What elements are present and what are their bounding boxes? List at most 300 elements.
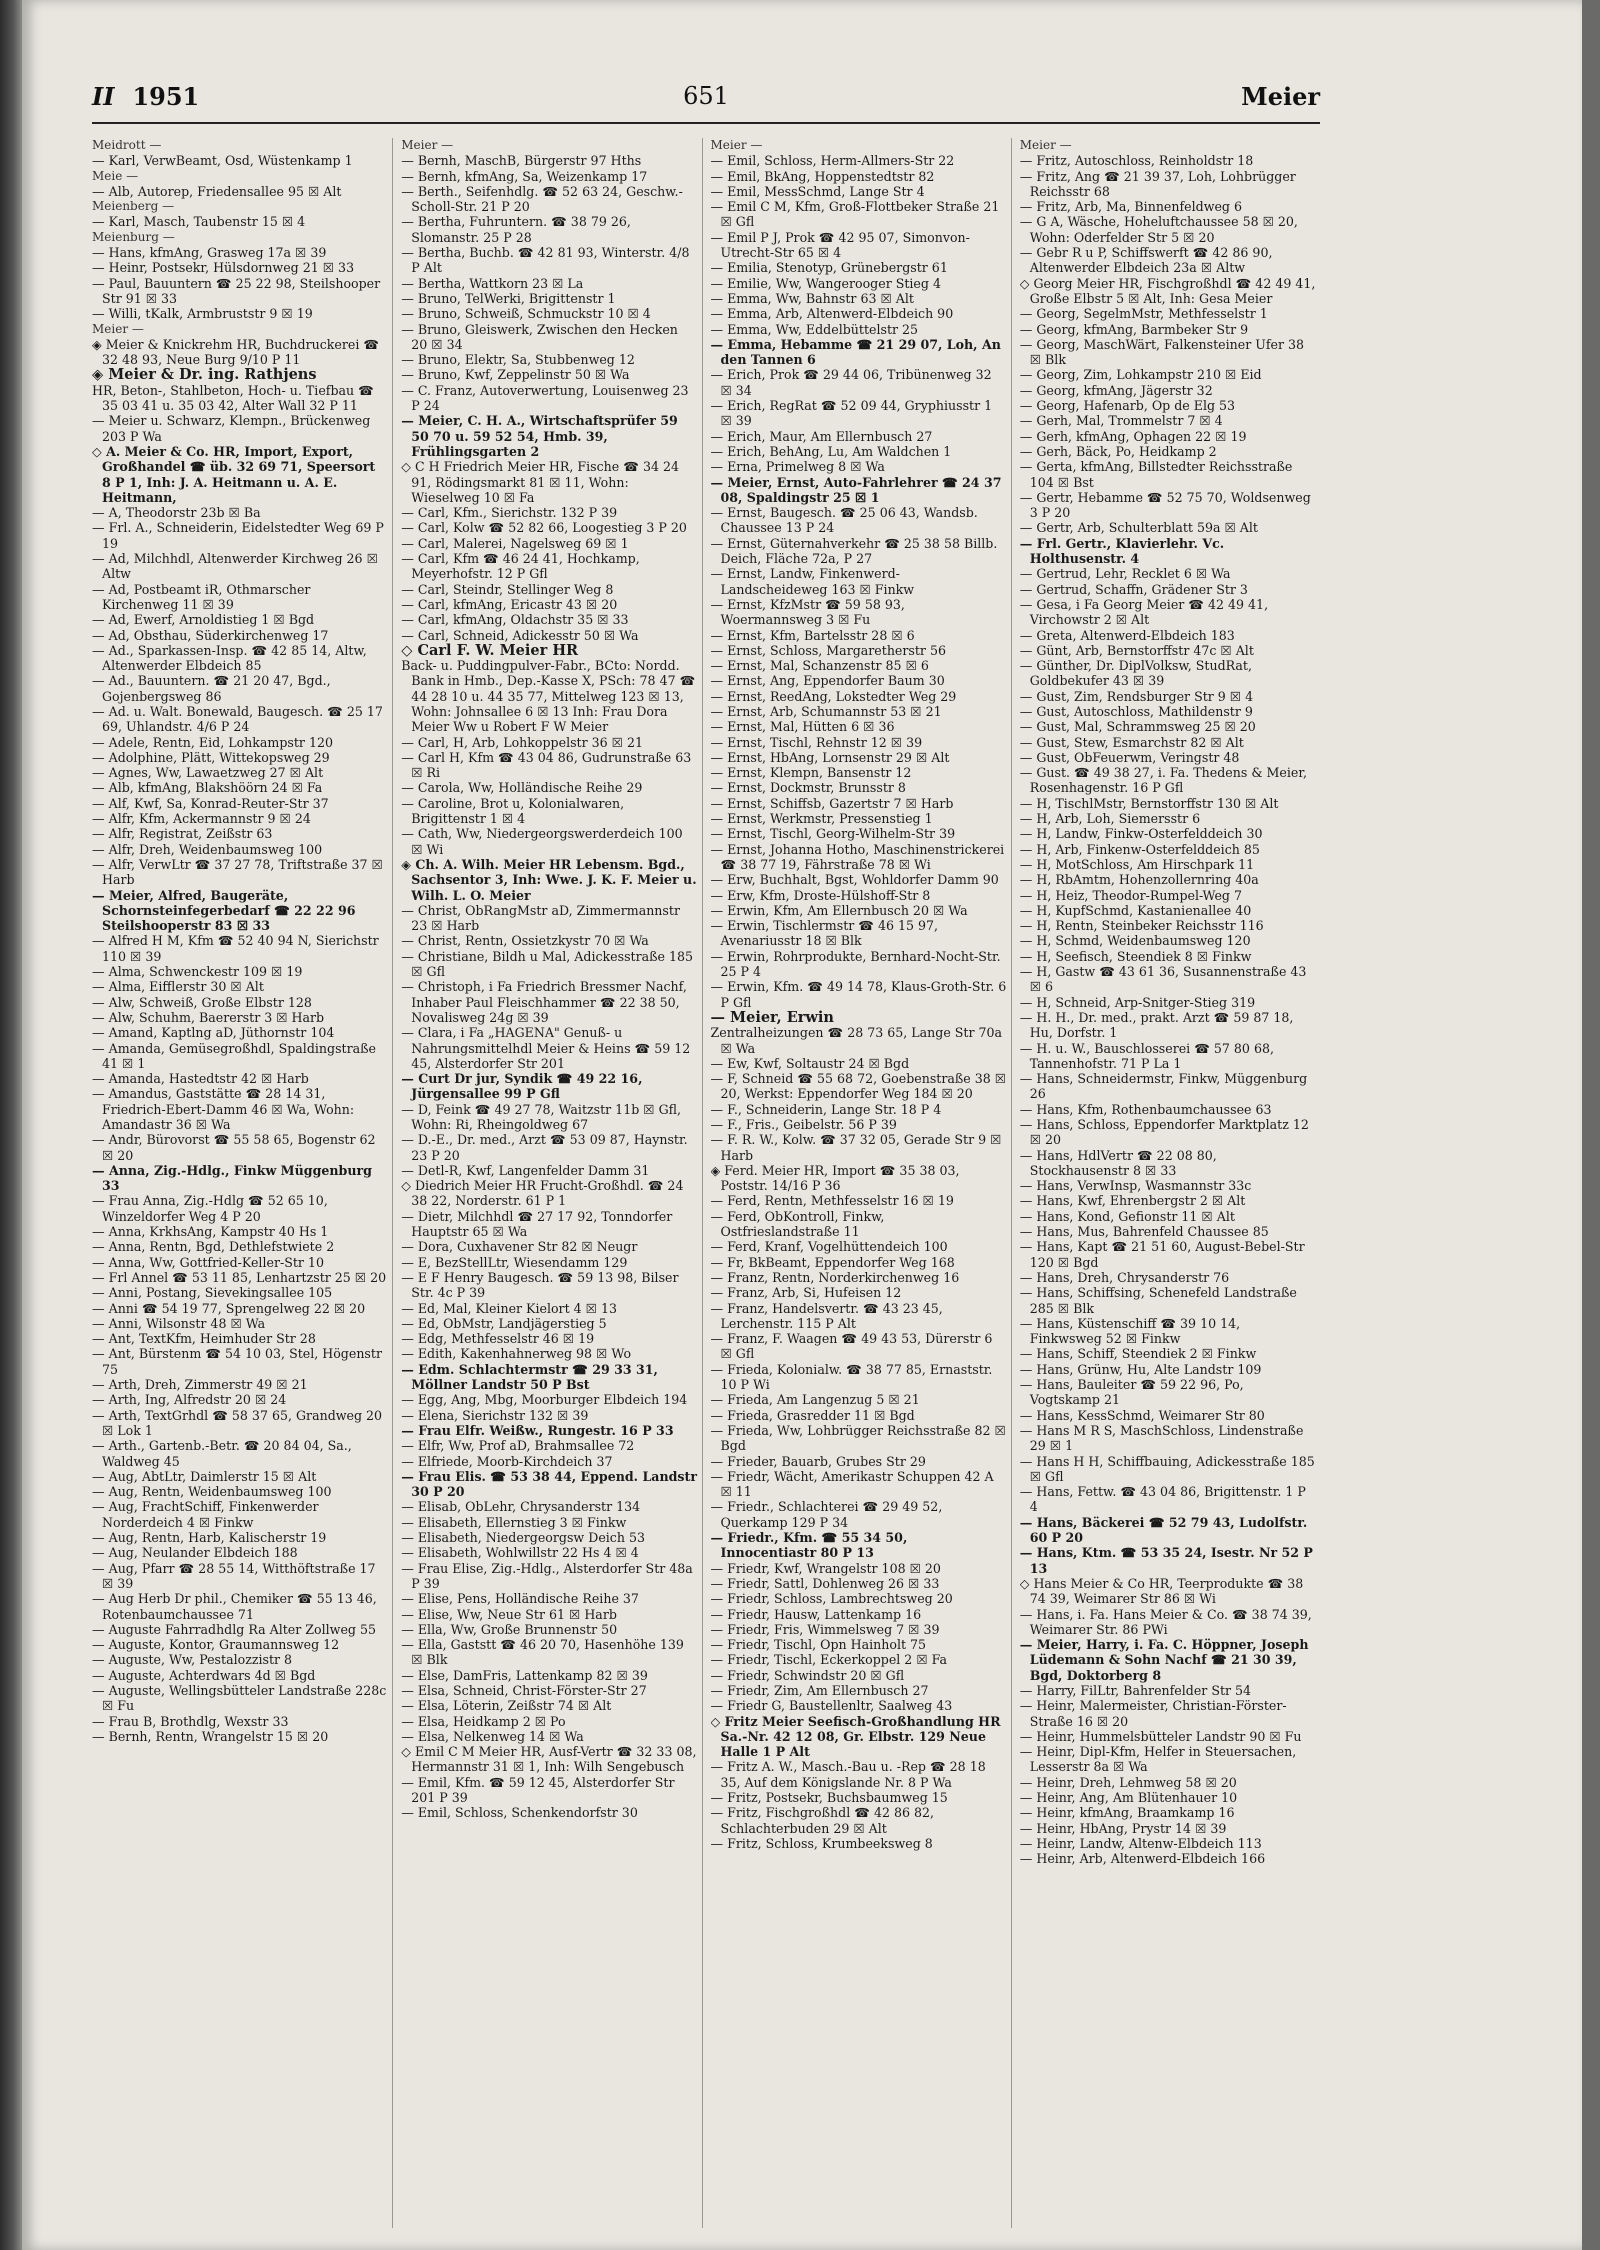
directory-entry: — Heinr, Hummelsbütteler Landstr 90 ☒ Fu <box>1019 1728 1302 1744</box>
directory-entry: — Ernst, Ang, Eppendorfer Baum 30 <box>710 673 945 689</box>
directory-entry: — Hans H H, Schiffbauing, Adickesstraße 185 ☒ Gfl <box>1019 1453 1315 1484</box>
directory-entry: — Ernst, KfzMstr ☎ 59 58 93, Woermannsweg 3 ☒ Fu <box>710 596 905 628</box>
group-heading: Meier — <box>92 321 144 336</box>
directory-entry: — Aug, Rentn, Harb, Kalischerstr 19 <box>92 1530 327 1546</box>
directory-entry: — Ernst, Klempn, Bansenstr 12 <box>710 765 912 781</box>
directory-entry: — Alb, kfmAng, Blakshöörn 24 ☒ Fa <box>92 780 323 796</box>
directory-entry: — Erich, Prok ☎ 29 44 06, Tribünenweg 32 ☒ 34 <box>710 367 992 398</box>
directory-entry: — Fritz A. W., Masch.-Bau u. -Rep ☎ 28 18 35, Auf dem Königslande Nr. 8 P Wa <box>710 1759 986 1790</box>
column-3 <box>711 138 1012 2228</box>
directory-entry: — Auguste, Ww, Pestalozzistr 8 <box>92 1652 293 1668</box>
directory-entry: — Fritz, Arb, Ma, Binnenfeldweg 6 <box>1019 199 1243 215</box>
directory-entry: — Alw, Schuhm, Baererstr 3 ☒ Harb <box>92 1009 325 1025</box>
directory-entry: — Auguste, Wellingsbütteler Landstraße 228c ☒ Fu <box>92 1682 387 1714</box>
directory-entry: — Frieda, Ww, Lohbrügger Reichsstraße 82 ☒ Bgd <box>710 1422 1006 1454</box>
directory-entry: — Gertrud, Lehr, Recklet 6 ☒ Wa <box>1019 566 1231 582</box>
directory-entry: — Emma, Arb, Altenwerd-Elbdeich 90 <box>710 306 954 322</box>
directory-entry: — Frau Elis. ☎ 53 38 44, Eppend. Landstr 30 P 20 <box>401 1468 697 1500</box>
directory-entry: — Fritz, Postsekr, Buchsbaumweg 15 <box>710 1790 948 1806</box>
directory-entry: — Carl, Kolw ☎ 52 82 66, Loogestieg 3 P 20 <box>401 520 687 536</box>
directory-entry: ◇ C H Friedrich Meier HR, Fische ☎ 34 24 91, Rödingsmarkt 81 ☒ 11, Wohn: Wieselweg 10 ☒ Fa <box>401 459 679 505</box>
directory-entry: — Willi, tKalk, Armbruststr 9 ☒ 19 <box>92 306 313 322</box>
directory-entry: — Emil, Schloss, Herm-Allmers-Str 22 <box>710 153 955 169</box>
directory-entry: — Elsa, Nelkenweg 14 ☒ Wa <box>401 1728 584 1744</box>
directory-entry: — Emilie, Ww, Wangerooger Stieg 4 <box>710 275 941 291</box>
directory-entry: — Meier, Ernst, Auto-Fahrlehrer ☎ 24 37 08, Spaldingstr 25 ☒ 1 <box>710 474 1002 505</box>
directory-entry: — Emil, BkAng, Hoppenstedtstr 82 <box>710 168 935 184</box>
directory-entry: — Friedr, Fris, Wimmelsweg 7 ☒ 39 <box>710 1621 940 1637</box>
directory-entry: — Friedr, Kwf, Wrangelstr 108 ☒ 20 <box>710 1560 941 1576</box>
directory-entry: — Heinr, Dipl-Kfm, Helfer in Steuersachen, Lesserstr 8a ☒ Wa <box>1019 1744 1297 1775</box>
directory-entry: — Bernh, MaschB, Bürgerstr 97 Hths <box>401 153 642 169</box>
directory-entry: — Meier, Erwin <box>710 1008 834 1026</box>
directory-entry: — Georg, kfmAng, Barmbeker Str 9 <box>1019 321 1249 337</box>
directory-entry: — A, Theodorstr 23b ☒ Ba <box>92 505 261 521</box>
directory-entry: — Paul, Bauuntern ☎ 25 22 98, Steilshooper Str 91 ☒ 33 <box>92 275 381 306</box>
header-rule <box>92 122 1320 124</box>
directory-entry: — Georg, Zim, Lohkampstr 210 ☒ Eid <box>1019 367 1262 383</box>
directory-entry: — Hans, Fettw. ☎ 43 04 86, Brigittenstr. 1 P 4 <box>1019 1484 1306 1515</box>
directory-entry: — Hans, Kond, Gefionstr 11 ☒ Alt <box>1019 1208 1235 1224</box>
directory-entry: — Gust, Autoschloss, Mathildenstr 9 <box>1019 703 1253 719</box>
directory-entry: — Alfred H M, Kfm ☎ 52 40 94 N, Sierichstr 110 ☒ 39 <box>92 933 379 964</box>
directory-entry: — Edm. Schlachtermstr ☎ 29 33 31, Möllner Landstr 50 P Bst <box>401 1361 658 1393</box>
directory-entry: — Greta, Altenwerd-Elbdeich 183 <box>1019 627 1235 643</box>
directory-entry: — H, Rentn, Steinbeker Reichsstr 116 <box>1019 918 1264 934</box>
directory-entry: — Emma, Ww, Bahnstr 63 ☒ Alt <box>710 290 914 306</box>
directory-entry: ◇ Diedrich Meier HR Frucht-Großhdl. ☎ 24 38 22, Norderstr. 61 P 1 <box>401 1178 684 1209</box>
directory-entry: — Ernst, Arb, Schumannstr 53 ☒ 21 <box>710 703 942 719</box>
directory-entry: — Erwin, Rohrprodukte, Bernhard-Nocht-Str. 25 P 4 <box>710 948 1001 980</box>
directory-entry: — Erna, Primelweg 8 ☒ Wa <box>710 459 885 475</box>
directory-entry: — Arth, TextGrhdl ☎ 58 37 65, Grandweg 20 ☒ Lok 1 <box>92 1407 383 1438</box>
directory-entry: — D.-E., Dr. med., Arzt ☎ 53 09 87, Haynstr. 23 P 20 <box>401 1132 688 1163</box>
directory-entry: — Emma, Ww, Eddelbüttelstr 25 <box>710 321 919 337</box>
directory-entry: — Bruno, Schweiß, Schmuckstr 10 ☒ 4 <box>401 306 651 322</box>
directory-entry: — Carl, Kfm., Sierichstr. 132 P 39 <box>401 505 618 521</box>
running-head: Meier <box>1241 82 1320 111</box>
directory-entry: — Ferd, Rentn, Methfesselstr 16 ☒ 19 <box>710 1193 954 1209</box>
directory-entry: — Anna, KrkhsAng, Kampstr 40 Hs 1 <box>92 1224 329 1240</box>
directory-entry: — Alfr, VerwLtr ☎ 37 27 78, Triftstraße 37 ☒ Harb <box>92 856 383 888</box>
directory-entry: — Arth., Gartenb.-Betr. ☎ 20 84 04, Sa., Waldweg 45 <box>92 1438 352 1469</box>
directory-entry: — Franz, F. Waagen ☎ 49 43 53, Dürerstr 6 ☒ Gfl <box>710 1331 993 1362</box>
directory-entry: — Curt Dr jur, Syndik ☎ 49 22 16, Jürgensallee 99 P Gfl <box>401 1071 643 1102</box>
directory-entry: — Aug, Pfarr ☎ 28 55 14, Witthöftstraße 17 ☒ 39 <box>92 1560 376 1591</box>
directory-entry: — Ant, TextKfm, Heimhuder Str 28 <box>92 1331 316 1347</box>
directory-entry: — Fr, BkBeamt, Eppendorfer Weg 168 <box>710 1254 955 1270</box>
directory-entry: — Christ, ObRangMstr aD, Zimmermannstr 23 ☒ Harb <box>401 902 680 934</box>
directory-entry: — H, MotSchloss, Am Hirschpark 11 <box>1019 856 1255 872</box>
directory-entry: ◈ Ch. A. Wilh. Meier HR Lebensm. Bgd., Sachsentor 3, Inh: Wwe. J. K. F. Meier u. Wilh. L. O. Meier <box>401 856 697 903</box>
directory-entry: — Amanda, Hastedtstr 42 ☒ Harb <box>92 1071 309 1087</box>
directory-entry: — Gebr R u P, Schiffswerft ☎ 42 86 90, Altenwerder Elbdeich 23a ☒ Altw <box>1019 245 1273 276</box>
directory-entry: — Ad., Sparkassen-Insp. ☎ 42 85 14, Altw, Altenwerder Elbdeich 85 <box>92 642 367 674</box>
directory-entry: — Anna, Ww, Gottfried-Keller-Str 10 <box>92 1254 324 1270</box>
directory-entry: — Erw, Kfm, Droste-Hülshoff-Str 8 <box>710 887 931 903</box>
directory-entry: — Bernh, kfmAng, Sa, Weizenkamp 17 <box>401 168 648 184</box>
directory-entry: — Elfriede, Moorb-Kirchdeich 37 <box>401 1453 613 1469</box>
directory-entry: — Hans, Schneidermstr, Finkw, Müggenburg 26 <box>1019 1071 1308 1102</box>
directory-entry: — Arth, Ing, Alfredstr 20 ☒ 24 <box>92 1392 287 1408</box>
directory-entry: — Elsa, Heidkamp 2 ☒ Po <box>401 1713 566 1729</box>
directory-entry: — Gust, Stew, Esmarchstr 82 ☒ Alt <box>1019 734 1244 750</box>
directory-entry: — Anni, Postang, Sievekingsallee 105 <box>92 1285 333 1301</box>
directory-entry: — Ernst, Kfm, Bartelsstr 28 ☒ 6 <box>710 627 915 643</box>
directory-entry: — Bertha, Buchb. ☎ 42 81 93, Winterstr. 4/8 P Alt <box>401 245 690 276</box>
directory-entry: — Gertr, Arb, Schulterblatt 59a ☒ Alt <box>1019 520 1258 536</box>
directory-entry: — Emil P J, Prok ☎ 42 95 07, Simonvon-Utrecht-Str 65 ☒ 4 <box>710 229 970 261</box>
column-2 <box>401 138 702 2228</box>
directory-entry: — Alfr, Kfm, Ackermannstr 9 ☒ 24 <box>92 811 311 827</box>
directory-entry: — Caroline, Brot u, Kolonialwaren, Brigittenstr 1 ☒ 4 <box>401 795 625 827</box>
directory-entry: — Emil, Schloss, Schenkendorfstr 30 <box>401 1805 638 1821</box>
directory-entry: — Hans, Schiff, Steendiek 2 ☒ Finkw <box>1019 1346 1257 1362</box>
directory-entry: — Meier u. Schwarz, Klempn., Brückenweg 203 P Wa <box>92 413 371 444</box>
directory-entry: — Carl, Malerei, Nagelsweg 69 ☒ 1 <box>401 535 629 551</box>
directory-entry: — H, Arb, Finkenw-Osterfelddeich 85 <box>1019 841 1260 857</box>
directory-entry: — Heinr, kfmAng, Braamkamp 16 <box>1019 1805 1235 1821</box>
directory-entry: — Franz, Handelsvertr. ☎ 43 23 45, Lerchenstr. 115 P Alt <box>710 1300 943 1331</box>
directory-entry: — Heinr, Arb, Altenwerd-Elbdeich 166 <box>1019 1851 1266 1867</box>
directory-entry: — E F Henry Baugesch. ☎ 59 13 98, Bilser Str. 4c P 39 <box>401 1269 679 1301</box>
directory-entry: — Hans, Schloss, Eppendorfer Marktplatz 12 ☒ 20 <box>1019 1117 1309 1148</box>
directory-entry: — Hans, Dreh, Chrysanderstr 76 <box>1019 1269 1230 1285</box>
directory-entry: — Friedr, Tischl, Eckerkoppel 2 ☒ Fa <box>710 1652 948 1668</box>
group-heading: Meidrott — <box>92 138 162 152</box>
directory-entry: — Ella, Gaststt ☎ 46 20 70, Hasenhöhe 139 ☒ Blk <box>401 1637 684 1668</box>
directory-entry: — Anni, Wilsonstr 48 ☒ Wa <box>92 1315 266 1331</box>
directory-entry: — Carl, Kfm ☎ 46 24 41, Hochkamp, Meyerhofstr. 12 P Gfl <box>401 551 640 582</box>
directory-entry: — Alb, Autorep, Friedensallee 95 ☒ Alt <box>92 183 342 199</box>
directory-entry: — Hans, Bäckerei ☎ 52 79 43, Ludolfstr. 60 P 20 <box>1019 1514 1308 1546</box>
directory-entry: — Frl. A., Schneiderin, Eidelstedter Weg 69 P 19 <box>92 520 384 551</box>
directory-entry: — Gertrud, Schaffn, Grädener Str 3 <box>1019 581 1248 597</box>
directory-entry: — Bruno, Kwf, Zeppelinstr 50 ☒ Wa <box>401 367 630 383</box>
directory-entry: — Gust, ObFeuerwm, Veringstr 48 <box>1019 749 1240 765</box>
directory-entry: — H, Schneid, Arp-Snitger-Stieg 319 <box>1019 994 1256 1010</box>
directory-entry: — Georg, Hafenarb, Op de Elg 53 <box>1019 398 1236 414</box>
directory-entry: — Aug Herb Dr phil., Chemiker ☎ 55 13 46, Rotenbaumchaussee 71 <box>92 1591 377 1622</box>
directory-entry: — Carl, H, Arb, Lohkoppelstr 36 ☒ 21 <box>401 734 643 750</box>
directory-entry: — H, Landw, Finkw-Osterfelddeich 30 <box>1019 826 1263 842</box>
directory-entry: ◇ Carl F. W. Meier HR <box>401 641 579 659</box>
directory-entry: — Frau Elfr. Weißw., Rungestr. 16 P 33 <box>401 1422 674 1438</box>
directory-entry: — F, Schneid ☎ 55 68 72, Goebenstraße 38 ☒ 20, Werkst: Eppendorfer Weg 184 ☒ 20 <box>710 1071 1007 1102</box>
directory-entry: — Frieder, Bauarb, Grubes Str 29 <box>710 1453 926 1469</box>
directory-entry: — Friedr, Schloss, Lambrechtsweg 20 <box>710 1591 953 1607</box>
directory-entry: — Emma, Hebamme ☎ 21 29 07, Loh, An den Tannen 6 <box>710 336 1001 368</box>
directory-entry: — Fritz, Schloss, Krumbeeksweg 8 <box>710 1835 933 1851</box>
directory-entry: — Erwin, Kfm. ☎ 49 14 78, Klaus-Groth-Str. 6 P Gfl <box>710 979 1007 1010</box>
directory-entry: — Friedr, Tischl, Opn Hainholt 75 <box>710 1637 927 1653</box>
directory-entry: — H, Gastw ☎ 43 61 36, Susannenstraße 43 ☒ 6 <box>1019 964 1307 995</box>
directory-entry: — Karl, Masch, Taubenstr 15 ☒ 4 <box>92 214 306 230</box>
directory-entry: — Ernst, Mal, Schanzenstr 85 ☒ 6 <box>710 658 929 674</box>
directory-entry: — H, Arb, Loh, Siemersstr 6 <box>1019 811 1201 827</box>
directory-entry: — Hans, VerwInsp, Wasmannstr 33c <box>1019 1178 1252 1194</box>
directory-entry: ◇ Georg Meier HR, Fischgroßhdl ☎ 42 49 41, Große Elbstr 5 ☒ Alt, Inh: Gesa Meier <box>1019 275 1316 306</box>
directory-entry: — Ernst, Tischl, Georg-Wilhelm-Str 39 <box>710 826 956 842</box>
directory-entry: ◇ A. Meier & Co. HR, Import, Export, Großhandel ☎ üb. 32 69 71, Speersort 8 P 1, Inh: J. A. Heitmann u. A. E. Heitmann, <box>92 443 376 505</box>
directory-entry: — Carl, kfmAng, Ericastr 43 ☒ 20 <box>401 596 618 612</box>
directory-entry: — Andr, Bürovorst ☎ 55 58 65, Bogenstr 62 ☒ 20 <box>92 1132 376 1163</box>
directory-entry: — Aug, Rentn, Weidenbaumsweg 100 <box>92 1484 332 1500</box>
section-label: II <box>92 82 115 111</box>
directory-entry: — Amanda, Gemüsegroßhdl, Spaldingstraße 41 ☒ 1 <box>92 1040 376 1071</box>
directory-entry: — Fritz, Ang ☎ 21 39 37, Loh, Lohbrügger Reichsstr 68 <box>1019 168 1296 199</box>
directory-entry: — Clara, i Fa „HAGENA" Genuß- u Nahrungsmittelhdl Meier & Heins ☎ 59 12 45, Alsterdorfer Str 201 <box>401 1025 691 1071</box>
directory-entry: — Frl. Gertr., Klavierlehr. Vc. Holthusenstr. 4 <box>1019 535 1225 567</box>
directory-entry: — Hans, Kfm, Rothenbaumchaussee 63 <box>1019 1101 1272 1117</box>
directory-entry: — Frau Anna, Zig.-Hdlg ☎ 52 65 10, Winzeldorfer Weg 4 P 20 <box>92 1193 328 1224</box>
directory-entry: — Georg, kfmAng, Jägerstr 32 <box>1019 382 1213 398</box>
directory-entry: ◇ Fritz Meier Seefisch-Großhandlung HR Sa.-Nr. 42 12 08, Gr. Elbstr. 129 Neue Halle 1 P Alt <box>710 1713 1001 1760</box>
directory-entry: — Elisab, ObLehr, Chrysanderstr 134 <box>401 1499 641 1515</box>
directory-entry: ◈ Meier & Knickrehm HR, Buchdruckerei ☎ 32 48 93, Neue Burg 9/10 P 11 <box>92 336 380 368</box>
group-heading: Meienberg — <box>92 199 175 214</box>
directory-entry: — Erich, BehAng, Lu, Am Waldchen 1 <box>710 443 952 459</box>
directory-entry: ◇ Hans Meier & Co HR, Teerprodukte ☎ 38 74 39, Weimarer Str 86 ☒ Wi <box>1019 1575 1304 1607</box>
column-1 <box>92 138 393 2228</box>
directory-entry: — Georg, MaschWärt, Falkensteiner Ufer 38 ☒ Blk <box>1019 336 1304 368</box>
group-heading: Meier — <box>401 138 454 152</box>
directory-entry: — Carl, Schneid, Adickesstr 50 ☒ Wa <box>401 627 639 643</box>
directory-entry: — D, Feink ☎ 49 27 78, Waitzstr 11b ☒ Gfl, Wohn: Ri, Rheingoldweg 67 <box>401 1101 682 1132</box>
directory-entry: — E, BezStellLtr, Wiesendamm 129 <box>401 1254 628 1270</box>
directory-entry: — Ernst, Schiffsb, Gazertstr 7 ☒ Harb <box>710 795 954 811</box>
directory-entry: — Friedr, Hausw, Lattenkamp 16 <box>710 1606 922 1622</box>
directory-entry: — Friedr, Sattl, Dohlenweg 26 ☒ 33 <box>710 1575 940 1591</box>
directory-entry: — Frl Annel ☎ 53 11 85, Lenhartzstr 25 ☒ 20 <box>92 1269 387 1285</box>
directory-entry: — Aug, Neulander Elbdeich 188 <box>92 1545 298 1561</box>
directory-entry: — Else, DamFris, Lattenkamp 82 ☒ 39 <box>401 1667 648 1683</box>
directory-entry: — Berth., Seifenhdlg. ☎ 52 63 24, Geschw.-Scholl-Str. 21 P 20 <box>401 183 683 215</box>
directory-entry: — Bruno, Gleiswerk, Zwischen den Hecken 20 ☒ 34 <box>401 321 678 352</box>
directory-entry: — Elsa, Schneid, Christ-Förster-Str 27 <box>401 1682 647 1698</box>
directory-entry: — H, Heiz, Theodor-Rumpel-Weg 7 <box>1019 887 1242 903</box>
directory-entry: — Hans, kfmAng, Grasweg 17a ☒ 39 <box>92 245 327 261</box>
directory-entry: — Erich, Maur, Am Ellernbusch 27 <box>710 428 933 444</box>
directory-entry: — Frieda, Am Langenzug 5 ☒ 21 <box>710 1392 920 1408</box>
directory-entry: — Auguste Fahrradhdlg Ra Alter Zollweg 55 <box>92 1621 376 1637</box>
directory-entry: — Ferd, Kranf, Vogelhüttendeich 100 <box>710 1239 948 1255</box>
directory-entry: — Friedr., Schlachterei ☎ 29 49 52, Querkamp 129 P 34 <box>710 1499 943 1530</box>
directory-entry: — Heinr, Malermeister, Christian-Förster-Straße 16 ☒ 20 <box>1019 1698 1287 1729</box>
directory-entry: — Ernst, Tischl, Rehnstr 12 ☒ 39 <box>710 734 923 750</box>
group-heading: Meienburg — <box>92 229 175 244</box>
directory-entry: — H. H., Dr. med., prakt. Arzt ☎ 59 87 18, Hu, Dorfstr. 1 <box>1019 1009 1294 1041</box>
directory-entry: — Ad. u. Walt. Bonewald, Baugesch. ☎ 25 17 69, Uhlandstr. 4/6 P 24 <box>92 703 383 735</box>
directory-entry: — Elise, Ww, Neue Str 61 ☒ Harb <box>401 1606 617 1622</box>
directory-entry: — Elfr, Ww, Prof aD, Brahmsallee 72 <box>401 1438 635 1454</box>
directory-entry: — Franz, Arb, Si, Hufeisen 12 <box>710 1285 902 1301</box>
page-header <box>92 82 1320 116</box>
directory-entry: — Alma, Schwenckestr 109 ☒ 19 <box>92 964 303 980</box>
directory-entry: — Fritz, Autoschloss, Reinholdstr 18 <box>1019 153 1254 169</box>
directory-entry: — Edg, Methfesselstr 46 ☒ 19 <box>401 1331 595 1347</box>
directory-entry: — Hans, HdlVertr ☎ 22 08 80, Stockhausenstr 8 ☒ 33 <box>1019 1147 1217 1178</box>
directory-columns <box>92 138 1320 2228</box>
directory-entry: — H, KupfSchmd, Kastanienallee 40 <box>1019 902 1252 918</box>
directory-entry: — Hans, Küstenschiff ☎ 39 10 14, Finkwsweg 52 ☒ Finkw <box>1019 1315 1241 1347</box>
directory-entry: — Heinr, Postsekr, Hülsdornweg 21 ☒ 33 <box>92 260 355 276</box>
directory-entry: — Gust, Zim, Rendsburger Str 9 ☒ 4 <box>1019 688 1254 704</box>
directory-entry: — H, Seefisch, Steendiek 8 ☒ Finkw <box>1019 948 1252 964</box>
directory-entry: — C. Franz, Autoverwertung, Louisenweg 23 P 24 <box>401 382 689 414</box>
directory-entry: — Elise, Pens, Holländische Reihe 37 <box>401 1591 639 1607</box>
directory-entry: — Cath, Ww, Niedergeorgswerderdeich 100 ☒ Wi <box>401 826 683 857</box>
directory-entry: — Ernst, Johanna Hotho, Maschinenstrickerei ☎ 38 77 19, Fährstraße 78 ☒ Wi <box>710 841 1005 872</box>
directory-entry: — Bertha, Fuhruntern. ☎ 38 79 26, Slomanstr. 25 P 28 <box>401 214 631 245</box>
directory-entry: — Ernst, Dockmstr, Brunsstr 8 <box>710 780 906 796</box>
directory-entry: — Aug, FrachtSchiff, Finkenwerder Norderdeich 4 ☒ Finkw <box>92 1499 319 1530</box>
directory-entry: — Elsa, Löterin, Zeißstr 74 ☒ Alt <box>401 1698 612 1714</box>
directory-entry: — Carola, Ww, Holländische Reihe 29 <box>401 780 643 796</box>
directory-entry: — Amandus, Gaststätte ☎ 28 14 31, Friedrich-Ebert-Damm 46 ☒ Wa, Wohn: Amandastr 36 ☒ Wa <box>92 1086 355 1132</box>
directory-entry: — H. u. W., Bauschlosserei ☎ 57 80 68, Tannenhofstr. 71 P La 1 <box>1019 1040 1274 1071</box>
directory-entry: — F., Fris., Geibelstr. 56 P 39 <box>710 1117 897 1132</box>
directory-entry: — Dora, Cuxhavener Str 82 ☒ Neugr <box>401 1239 638 1255</box>
directory-entry: — Gerta, kfmAng, Billstedter Reichsstraße 104 ☒ Bst <box>1019 459 1293 490</box>
directory-entry: — Friedr, Wächt, Amerikastr Schuppen 42 A ☒ 11 <box>710 1468 994 1500</box>
group-heading: Meier — <box>710 138 763 152</box>
directory-entry: — Frau B, Brothdlg, Wexstr 33 <box>92 1713 289 1729</box>
directory-entry: — H, Schmd, Weidenbaumsweg 120 <box>1019 933 1251 949</box>
group-heading: Meier — <box>1019 138 1072 152</box>
directory-entry: — Bruno, TelWerki, Brigittenstr 1 <box>401 290 616 306</box>
directory-entry: — Ernst, Güternahverkehr ☎ 25 38 58 Billb. Deich, Fläche 72a, P 27 <box>710 535 998 567</box>
directory-entry: — Friedr G, Baustellenltr, Saalweg 43 <box>710 1698 953 1714</box>
book-spine <box>0 0 22 2250</box>
directory-entry: — Friedr, Schwindstr 20 ☒ Gfl <box>710 1667 905 1683</box>
directory-entry: — Bertha, Wattkorn 23 ☒ La <box>401 275 584 291</box>
directory-entry: — Ernst, Baugesch. ☎ 25 06 43, Wandsb. Chaussee 13 P 24 <box>710 505 978 536</box>
directory-entry: ◈ Meier & Dr. ing. Rathjens <box>92 366 317 384</box>
directory-entry: — Gust, Mal, Schrammsweg 25 ☒ 20 <box>1019 719 1256 735</box>
directory-entry: — Auguste, Kontor, Graumannsweg 12 <box>92 1637 340 1653</box>
directory-entry: — Hans, KessSchmd, Weimarer Str 80 <box>1019 1407 1265 1423</box>
directory-entry: — Ed, Mal, Kleiner Kielort 4 ☒ 13 <box>401 1300 617 1316</box>
directory-entry: — Ad., Bauuntern. ☎ 21 20 47, Bgd., Gojenbergsweg 86 <box>92 673 331 704</box>
directory-entry: — Elisabeth, Ellernstieg 3 ☒ Finkw <box>401 1514 627 1530</box>
directory-entry: — Auguste, Achterdwars 4d ☒ Bgd <box>92 1667 316 1683</box>
directory-entry: — Anna, Rentn, Bgd, Dethlefstwiete 2 <box>92 1239 335 1255</box>
directory-entry: — Franz, Rentn, Norderkirchenweg 16 <box>710 1269 960 1285</box>
directory-entry: — Aug, AbtLtr, Daimlerstr 15 ☒ Alt <box>92 1468 317 1484</box>
directory-entry: — Fritz, Fischgroßhdl ☎ 42 86 82, Schlachterbuden 29 ☒ Alt <box>710 1805 935 1836</box>
directory-entry: — F. R. W., Kolw. ☎ 37 32 05, Gerade Str 9 ☒ Harb <box>710 1132 1002 1163</box>
directory-entry: — Edith, Kakenhahnerweg 98 ☒ Wo <box>401 1346 632 1362</box>
directory-entry: — Ed, ObMstr, Landjägerstieg 5 <box>401 1315 607 1331</box>
directory-entry: — Hans, Grünw, Hu, Alte Landstr 109 <box>1019 1361 1262 1377</box>
directory-entry: — Ad, Obsthau, Süderkirchenweg 17 <box>92 627 329 643</box>
directory-entry: — Heinr, Landw, Altenw-Elbdeich 113 <box>1019 1835 1262 1851</box>
directory-entry: — Heinr, Ang, Am Blütenhauer 10 <box>1019 1790 1238 1806</box>
directory-entry: Zentralheizungen ☎ 28 73 65, Lange Str 70a ☒ Wa <box>710 1025 1003 1056</box>
directory-entry: — Emil, Kfm. ☎ 59 12 45, Alsterdorfer Str 201 P 39 <box>401 1774 675 1806</box>
directory-entry: — G A, Wäsche, Hoheluftchaussee 58 ☒ 20, Wohn: Oderfelder Str 5 ☒ 20 <box>1019 214 1298 245</box>
directory-entry: — Amand, Kaptlng aD, Jüthornstr 104 <box>92 1025 335 1041</box>
directory-entry: — Carl, kfmAng, Oldachstr 35 ☒ 33 <box>401 612 629 628</box>
directory-entry: — Adolphine, Plätt, Wittekopsweg 29 <box>92 749 330 765</box>
directory-entry: — Gerh, Bäck, Po, Heidkamp 2 <box>1019 443 1217 459</box>
directory-entry: — Frau Elise, Zig.-Hdlg., Alsterdorfer Str 48a P 39 <box>401 1560 693 1591</box>
directory-entry: — Anna, Zig.-Hdlg., Finkw Müggenburg 33 <box>92 1162 372 1194</box>
directory-entry: — Erwin, Kfm, Am Ellernbusch 20 ☒ Wa <box>710 902 968 918</box>
page-number: 651 <box>683 82 729 110</box>
directory-entry: — Alma, Eifflerstr 30 ☒ Alt <box>92 979 264 995</box>
directory-entry: — Elisabeth, Wohlwillstr 22 Hs 4 ☒ 4 <box>401 1545 639 1561</box>
directory-entry: — Alw, Schweiß, Große Elbstr 128 <box>92 994 312 1010</box>
directory-entry: — Emilia, Stenotyp, Grünebergstr 61 <box>710 260 948 276</box>
directory-entry: — Frieda, Kolonialw. ☎ 38 77 85, Ernaststr. 10 P Wi <box>710 1361 993 1393</box>
directory-entry: — Hans, i. Fa. Hans Meier & Co. ☎ 38 74 39, Weimarer Str. 86 PWi <box>1019 1606 1312 1637</box>
directory-entry: — Georg, SegelmMstr, Methfesselstr 1 <box>1019 306 1268 322</box>
directory-entry: — Bruno, Elektr, Sa, Stubbenweg 12 <box>401 352 635 368</box>
directory-entry: — Friedr., Kfm. ☎ 55 34 50, Innocentiastr 80 P 13 <box>710 1530 908 1561</box>
directory-entry: — Arth, Dreh, Zimmerstr 49 ☒ 21 <box>92 1377 308 1393</box>
directory-entry: — H, RbAmtm, Hohenzollernring 40a <box>1019 872 1259 888</box>
directory-entry: — Meier, C. H. A., Wirtschaftsprüfer 59 50 70 u. 59 52 54, Hmb. 39, Frühlingsgarten 2 <box>401 413 678 459</box>
directory-entry: ◇ Emil C M Meier HR, Ausf-Vertr ☎ 32 33 08, Hermannstr 31 ☒ 1, Inh: Wilh Sengebusch <box>401 1744 697 1775</box>
directory-entry: — Anni ☎ 54 19 77, Sprengelweg 22 ☒ 20 <box>92 1300 366 1316</box>
directory-entry: — Elisabeth, Niedergeorgsw Deich 53 <box>401 1530 645 1546</box>
directory-entry: — Ad, Milchhdl, Altenwerder Kirchweg 26 ☒ Altw <box>92 551 378 582</box>
column-4 <box>1020 138 1320 2228</box>
directory-entry: — Elena, Sierichstr 132 ☒ 39 <box>401 1407 589 1423</box>
directory-entry: — Gerh, Mal, Trommelstr 7 ☒ 4 <box>1019 413 1223 429</box>
directory-entry: — Christoph, i Fa Friedrich Bressmer Nachf, Inhaber Paul Fleischhammer ☎ 22 38 50, Novalisweg 24g ☒ 39 <box>401 979 687 1025</box>
directory-entry: — Heinr, HbAng, Prystr 14 ☒ 39 <box>1019 1820 1227 1836</box>
directory-entry: — Ernst, ReedAng, Lokstedter Weg 29 <box>710 688 957 704</box>
directory-entry: — Christiane, Bildh u Mal, Adickesstraße 185 ☒ Gfl <box>401 948 694 980</box>
directory-entry: — Gertr, Hebamme ☎ 52 75 70, Woldsenweg 3 P 20 <box>1019 489 1311 521</box>
directory-entry: — Adele, Rentn, Eid, Lohkampstr 120 <box>92 734 333 750</box>
directory-entry: — Bernh, Rentn, Wrangelstr 15 ☒ 20 <box>92 1728 329 1744</box>
directory-entry: — Ernst, HbAng, Lornsenstr 29 ☒ Alt <box>710 749 950 765</box>
directory-entry: — Günther, Dr. DiplVolksw, StudRat, Goldbekufer 43 ☒ 39 <box>1019 658 1252 689</box>
directory-entry: — Erich, RegRat ☎ 52 09 44, Gryphiusstr 1 ☒ 39 <box>710 398 993 429</box>
directory-entry: — Egg, Ang, Mbg, Moorburger Elbdeich 194 <box>401 1392 688 1408</box>
directory-entry: — Alfr, Registrat, Zeißstr 63 <box>92 826 273 842</box>
directory-entry: — Hans, Kwf, Ehrenbergstr 2 ☒ Alt <box>1019 1193 1246 1209</box>
directory-entry: — Ernst, Mal, Hütten 6 ☒ 36 <box>710 719 895 735</box>
directory-entry: — Hans, Schiffsing, Schenefeld Landstraße 285 ☒ Blk <box>1019 1285 1297 1316</box>
directory-entry: — Ferd, ObKontroll, Finkw, Ostfrieslandstraße 11 <box>710 1208 885 1240</box>
directory-entry: — Friedr, Zim, Am Ellernbusch 27 <box>710 1682 929 1698</box>
group-heading: Meie — <box>92 168 139 183</box>
directory-entry: — Dietr, Milchhdl ☎ 27 17 92, Tonndorfer Hauptstr 65 ☒ Wa <box>401 1208 673 1240</box>
directory-entry: — Erwin, Tischlermstr ☎ 46 15 97, Avenariusstr 18 ☒ Blk <box>710 918 939 949</box>
directory-entry: — Hans, Kapt ☎ 21 51 60, August-Bebel-Str 120 ☒ Bgd <box>1019 1239 1305 1270</box>
directory-entry: — Ernst, Schloss, Margaretherstr 56 <box>710 642 946 658</box>
directory-entry: — Detl-R, Kwf, Langenfelder Damm 31 <box>401 1162 650 1178</box>
directory-entry: — Agnes, Ww, Lawaetzweg 27 ☒ Alt <box>92 765 324 781</box>
directory-entry: — Meier, Harry, i. Fa. C. Höppner, Joseph Lüdemann & Sohn Nachf ☎ 21 30 39, Bgd, Doktorberg 8 <box>1019 1637 1309 1683</box>
directory-entry: — Ad, Ewerf, Arnoldistieg 1 ☒ Bgd <box>92 612 315 628</box>
directory-entry: — H, TischlMstr, Bernstorffstr 130 ☒ Alt <box>1019 795 1279 811</box>
directory-entry: — Gerh, kfmAng, Ophagen 22 ☒ 19 <box>1019 428 1247 444</box>
directory-entry: — Heinr, Dreh, Lehmweg 58 ☒ 20 <box>1019 1774 1237 1790</box>
directory-entry: — Hans M R S, MaschSchloss, Lindenstraße 29 ☒ 1 <box>1019 1422 1304 1454</box>
directory-entry: — Carl H, Kfm ☎ 43 04 86, Gudrunstraße 63 ☒ Ri <box>401 749 692 781</box>
directory-entry: — Emil C M, Kfm, Groß-Flottbeker Straße 21 ☒ Gfl <box>710 199 1000 230</box>
directory-entry: — Gesa, i Fa Georg Meier ☎ 42 49 41, Virchowstr 2 ☒ Alt <box>1019 596 1269 628</box>
directory-entry: Back- u. Puddingpulver-Fabr., BCto: Nordd. Bank in Hmb., Dep.-Kasse X, PSch: 78 47 ☎ 44 28 10 u. 44 35 77, Mittelweg 123 ☒ 13, Wohn: Johnsallee 6 ☒ 13 Inh: Frau Dora Meier Ww u Robert F W Meier <box>401 658 696 735</box>
directory-entry: — Erw, Buchhalt, Bgst, Wohldorfer Damm 90 <box>710 872 999 888</box>
directory-entry: — Emil, MessSchmd, Lange Str 4 <box>710 183 925 199</box>
